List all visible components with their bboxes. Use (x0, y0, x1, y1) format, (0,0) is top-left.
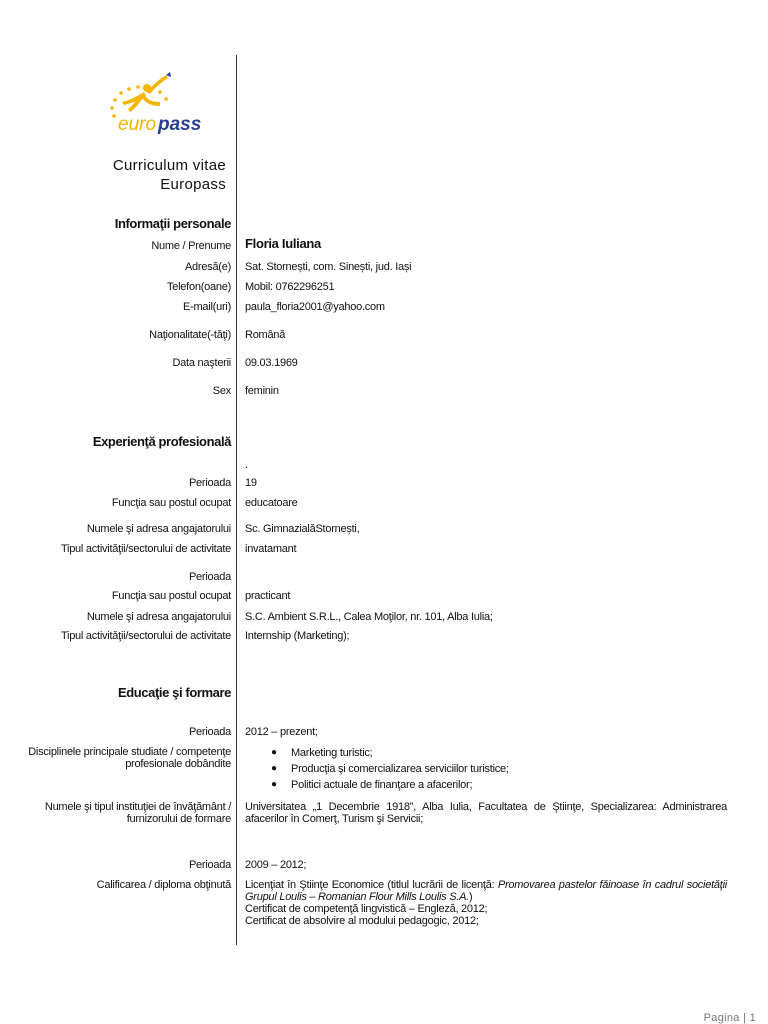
bullet-icon: ● (271, 763, 277, 774)
personal-info-heading: Informaţii personale (114, 216, 231, 231)
europass-logo (100, 72, 226, 140)
page-separator: | (739, 1012, 750, 1024)
subject-text: Politici actuale de finanţare a afacerilor; (291, 779, 473, 791)
address-value: Sat. Stornești, com. Sinești, jud. Iași (245, 261, 412, 273)
job2-period-label: Perioada (188, 571, 231, 583)
edu2-period-label: Perioada (188, 859, 231, 871)
job1-employer-value: Sc. GimnazialăStornești, (245, 523, 360, 535)
bullet-icon: ● (271, 779, 277, 790)
email-value[interactable]: paula_floria2001@yahoo.com (245, 301, 385, 313)
qualification-text (245, 879, 727, 903)
subject-text: Marketing turistic; (291, 747, 373, 759)
name-value: Floria Iuliana (245, 236, 321, 251)
subject-item (245, 779, 727, 791)
subject-item (245, 763, 727, 775)
logo-text-pass: pass (158, 114, 202, 135)
nationality-label: Naţionalitate(-tăţi) (149, 329, 231, 341)
job1-period-value: 19 (245, 477, 257, 489)
edu1-institution-value: Universitatea „1 Decembrie 1918”, Alba Iulia, Facultatea de Ştiinţe, Specializarea: Administrarea afacerilor în Comerţ, Turism şi Servicii; (245, 801, 727, 825)
cv-title (20, 156, 226, 194)
page-footer (704, 1012, 756, 1024)
edu2-qualification-value (245, 879, 727, 927)
edu2-period-value: 2009 – 2012; (245, 859, 307, 871)
edu2-qualification-label: Calificarea / diploma obţinută (96, 879, 231, 891)
column-divider (236, 55, 237, 945)
sex-value: feminin (245, 385, 279, 397)
address-label: Adresă(e) (184, 261, 231, 273)
edu1-subjects-list (245, 747, 727, 795)
page-number: 1 (749, 1012, 756, 1024)
nationality-value: Română (245, 329, 286, 341)
job1-position-label: Funcţia sau postul ocupat (111, 497, 231, 509)
cv-title-line1: Curriculum vitae (112, 157, 226, 174)
job2-sector-value: Internship (Marketing); (245, 630, 350, 642)
stray-mark: . (245, 459, 249, 471)
europass-logo-graphic (100, 72, 226, 140)
job1-position-value: educatoare (245, 497, 298, 509)
edu1-subjects-label: Disciplinele principale studiate / competenţe profesionale dobândite (28, 746, 231, 770)
job2-position-label: Funcţia sau postul ocupat (111, 590, 231, 602)
job2-employer-value: S.C. Ambient S.R.L., Calea Moţilor, nr. 101, Alba Iulia; (245, 611, 493, 623)
job1-sector-value: invatamant (245, 543, 297, 555)
certificate-2: Certificat de absolvire al modului pedagogic, 2012; (245, 915, 479, 927)
email-label: E-mail(uri) (183, 301, 231, 313)
sex-label: Sex (212, 385, 231, 397)
page-label: Pagina (703, 1012, 740, 1024)
cv-title-line2: Europass (160, 176, 226, 193)
certificate-1: Certificat de competenţă lingvistică – Engleză, 2012; (245, 903, 488, 915)
education-heading: Educaţie şi formare (117, 685, 231, 700)
phone-value: Mobil: 0762296251 (245, 281, 335, 293)
bullet-icon: ● (271, 747, 277, 758)
job2-position-value: practicant (245, 590, 291, 602)
logo-text-euro: euro (118, 114, 157, 135)
subject-item (245, 747, 727, 759)
job1-sector-label: Tipul activităţii/sectorului de activitate (60, 543, 231, 555)
edu1-period-value: 2012 – prezent; (245, 726, 318, 738)
name-label: Nume / Prenume (151, 240, 231, 252)
job1-employer-label: Numele şi adresa angajatorului (86, 523, 231, 535)
edu1-institution-label: Numele şi tipul instituţiei de învăţământ / furnizorului de formare (44, 801, 231, 825)
phone-label: Telefon(oane) (166, 281, 231, 293)
job2-sector-label: Tipul activităţii/sectorului de activitate (60, 630, 231, 642)
thesis-title: Promovarea pastelor făinoase în cadrul societăţii Grupul Loulis – Romanian Flour Mills Loulis S.A. (245, 879, 727, 903)
subject-text: Producţia şi comercializarea serviciilor turistice; (291, 763, 509, 775)
birth-date-value: 09.03.1969 (245, 357, 298, 369)
qualification-text-a: Licenţiat în Ştiinţe Economice (titlul lucrării de licenţă: (245, 879, 498, 891)
edu1-period-label: Perioada (188, 726, 231, 738)
job1-period-label: Perioada (188, 477, 231, 489)
job2-employer-label: Numele şi adresa angajatorului (86, 611, 231, 623)
experience-heading: Experienţă profesională (92, 434, 231, 449)
qualification-text-b: ) (469, 891, 473, 903)
birth-date-label: Data naşterii (172, 357, 231, 369)
